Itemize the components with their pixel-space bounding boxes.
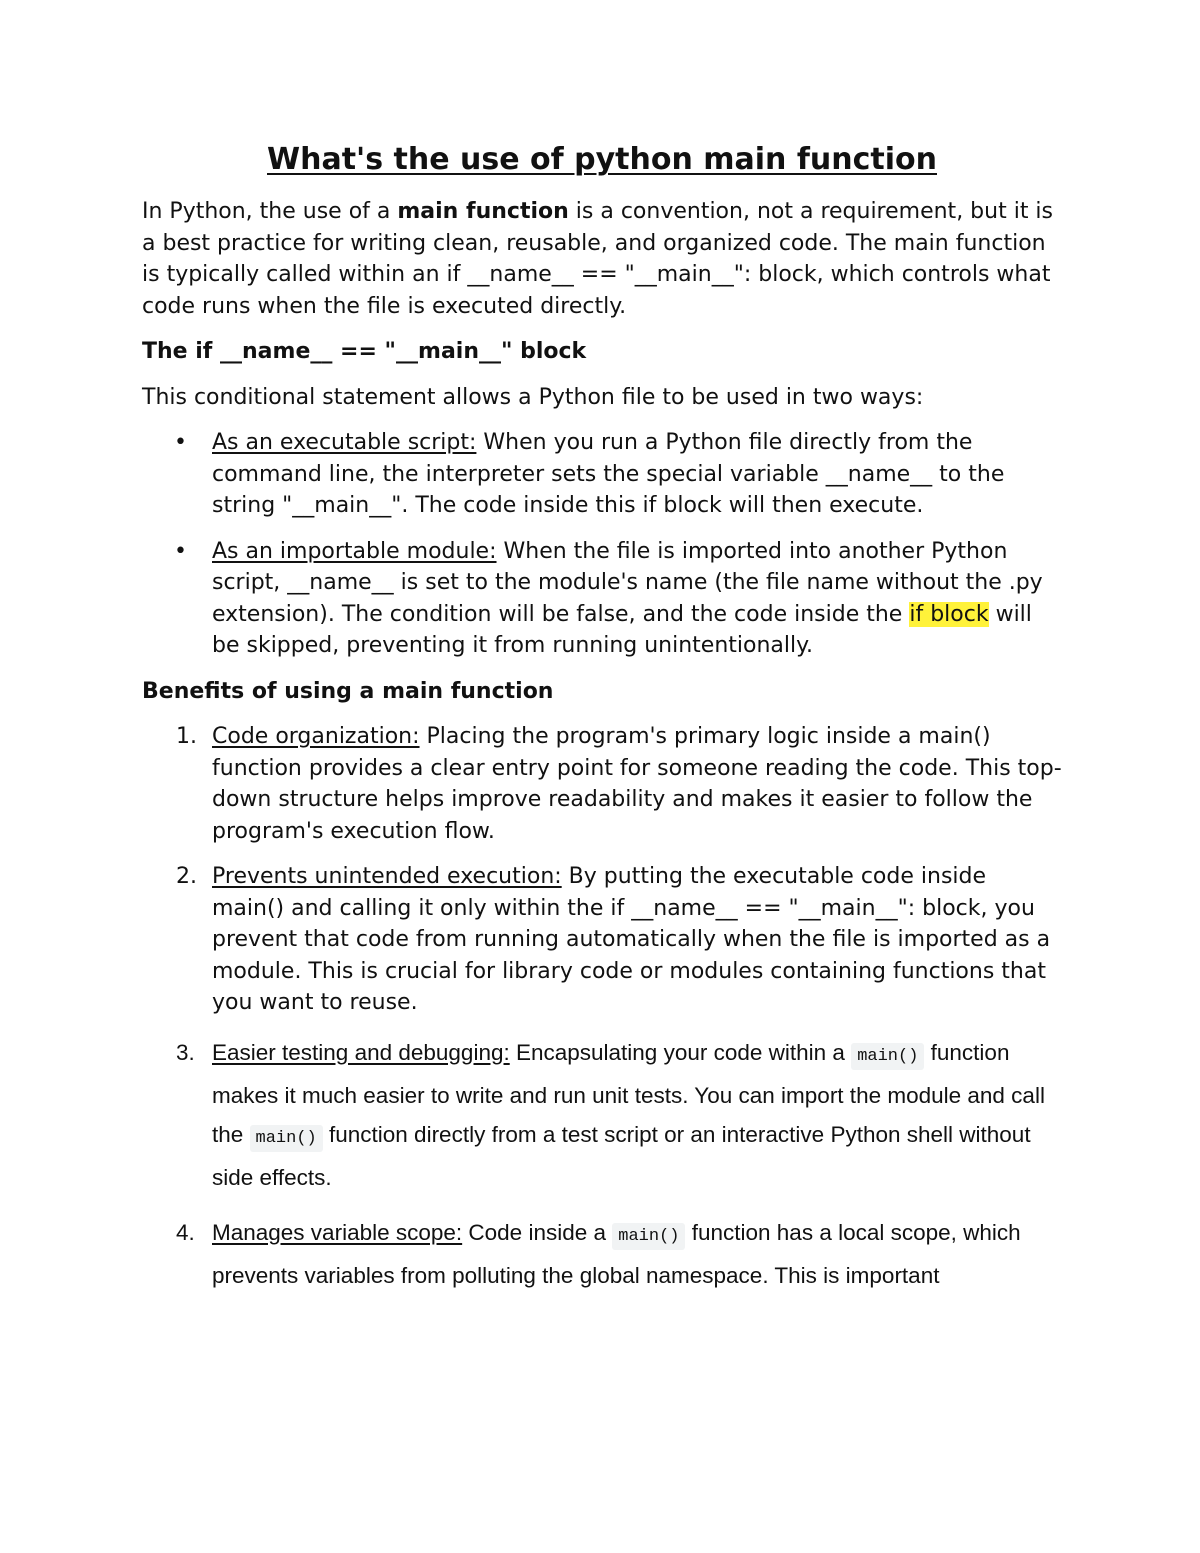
- item-number: 4.: [176, 1219, 195, 1245]
- intro-bold-term: main function: [397, 199, 569, 224]
- section1-lead: This conditional statement allows a Python file to be used in two ways:: [142, 384, 924, 410]
- item-text: Code inside a: [462, 1219, 613, 1245]
- bullet-text: When you run a Python file directly from the command line, the interpreter sets the special variable __name__ to the string "__main__". The code inside this if block will then execute.: [212, 430, 1005, 518]
- list-item: [142, 427, 1062, 522]
- item-text: function directly from a test script or an interactive Python shell without side effects.: [212, 1121, 1031, 1190]
- item-label: Easier testing and debugging:: [212, 1039, 510, 1065]
- list-item: [142, 721, 1062, 847]
- bullet-label: As an importable module:: [212, 538, 497, 564]
- item-text: function has a local scope, which prevents variables from polluting the global namespace. This is important: [212, 1219, 1021, 1288]
- inline-code: main(): [612, 1223, 685, 1250]
- inline-code: main(): [851, 1043, 924, 1070]
- item-text: Encapsulating your code within a: [509, 1039, 852, 1065]
- item-number: 1.: [176, 724, 197, 749]
- item-label: Manages variable scope:: [212, 1219, 463, 1245]
- inline-code: main(): [250, 1125, 323, 1152]
- list-item: [142, 1213, 1062, 1295]
- intro-paragraph: [142, 196, 1062, 322]
- bullet-text-end: will be skipped, preventing it from running unintentionally.: [212, 601, 1032, 658]
- bullet-list: [142, 427, 1062, 662]
- bullet-text: When the file is imported into another Python script, __name__ is set to the module's name (the file name without the .py extension). The condition will be false, and the code inside the: [212, 538, 1043, 627]
- section2-heading: Benefits of using a main function: [142, 678, 554, 704]
- item-label: Code organization:: [212, 724, 420, 749]
- item-label: Prevents unintended execution:: [212, 864, 562, 889]
- bullet-icon: •: [174, 430, 187, 455]
- item-number: 3.: [176, 1039, 195, 1065]
- list-item: [142, 1033, 1062, 1197]
- bullet-label: As an executable script:: [212, 430, 477, 455]
- item-text: Placing the program's primary logic inside a main() function provides a clear entry point for someone reading the code. This top-down structure helps improve readability and makes it easier to follow the program's execution flow.: [212, 724, 1062, 844]
- intro-text-2: is a convention, not a requirement, but it is a best practice for writing clean, reusable, and organized code. The main function is typically called within an if __name__ == "__main__": block, which controls what code runs when the file is executed directly.: [142, 199, 1054, 319]
- section1-heading: The if __name__ == "__main__" block: [142, 339, 587, 364]
- item-number: 2.: [176, 864, 197, 889]
- item-text: By putting the executable code inside main() and calling it only within the if __name__ == "__main__": block, you prevent that code from running automatically when the file is imported as a module. This is crucial for library code or modules containing functions that you want to reuse.: [212, 864, 1051, 1015]
- document-body: [142, 140, 1062, 1311]
- page-title: What's the use of python main function: [267, 142, 937, 177]
- list-item: [142, 861, 1062, 1019]
- numbered-list: [142, 721, 1062, 1295]
- item-text: function makes it much easier to write and run unit tests. You can import the module and call the: [212, 1039, 1045, 1147]
- intro-text-1: In Python, the use of a: [142, 199, 398, 224]
- bullet-icon: •: [174, 538, 187, 564]
- highlighted-text: if block: [909, 601, 989, 627]
- list-item: [142, 536, 1062, 662]
